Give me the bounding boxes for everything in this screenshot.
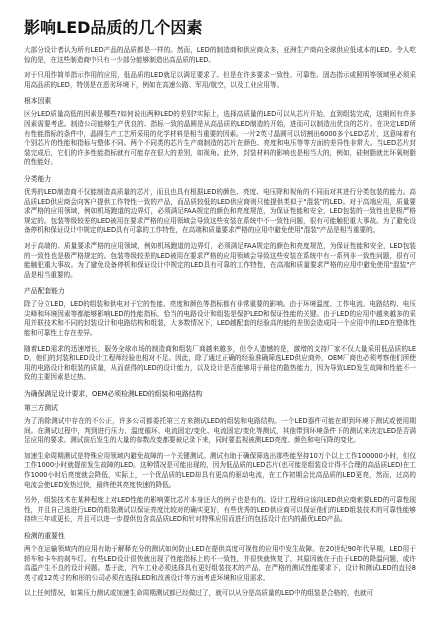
- section-heading-testing-importance: 检测的重要性: [24, 531, 65, 540]
- paragraph-2: 对于只用作简单指示作用的应用，低品质的LED就足以满足要求了。但是在许多要求一致性、可靠性、固态指示或照明等领域里必须采用高品质的LED，特别是在恶劣环境下，例如在高速公路、军用/航空，以及工业应用等。: [24, 71, 416, 89]
- document-title: 影响LED品质的几个因素: [24, 18, 203, 37]
- paragraph-sorting-1: 优秀的LED制造商不仅能制造高质量的芯片，而且也具有根据LED的颜色、亮度、电压降和视角的不同而对其进行分类包装的能力。高品质LED供应商会向客户提供工作特性一致的产品，而品质较低的LED供应商则只能提供类似于"混装"的LED。对于高端应用，质量要求严格的应用领域，例如机场跑道的边界灯，必须满足FAA规定的颜色和亮度规范，为保证性能和安全，LED包装的一致性也是极严格规定的。包装等级较差的LED被用在要求严格的应用领域会导致这些安装在系统中不一致性问题，很有可能触犯重大事故。为了避免设备停机和保证设计中规定的LED具有可靠的工作特性，在高端和质量要求严格的应用中避免使用"混装"产品是相当重要的。: [24, 187, 416, 235]
- paragraph-sorting-2: 对于高端的、质量要求严格的应用领域，例如机场跑道的边界灯，必须满足FAA规定的颜色和亮度规范，为保证性能和安全，LED包装的一致性也是极严格规定的。包装等级较差的LED被用在要求严格的应用领域会导致这些安装在系统中有一系列非一致性问题，很有可能触犯重大事故。为了避免设备停机和保证设计中规定的LED具有可靠的工作特性，在高端和质量要求严格的应用中避免使用"混装"产品是相当重要的。: [24, 241, 416, 279]
- paragraph-fundamentals: 区分LED质量高低的因素是哪些?如何说出两种LED的差别?实际上，选择高质量的LED可以从芯片开始，直到组装完成，这期间有许多因素需要考虑。制造公司能够生产优良的、指标一致的晶圆是从高品质的LED制造的开始，进而可以制造出优良的芯片。在决定LED所有性能指标的条件中，晶圆生产工艺所采用的化学材料是相当重要的因素。一片2英寸晶圆可以切割出6000多个LED芯片，这意味着有个别芯片的性能和指标与整体不同。两个不同类的芯片生产商制造的芯片在颜色、亮度和电压等等方面的差异性非常大。当LED芯片封装完成后，它们的许多性能指标就有可能存在很大的差别，如视角。此外，封装材料的影响也是相当大的，例如，硅树脂就比环氧树脂的性能好。: [24, 110, 416, 167]
- paragraph-assembly-2: 随着LED需求的迅速增长，服务全球市场的制造商和组装厂商越来越多，但令人遗憾的是，激增的支持厂家不仅大量采用低品质的LED，他们的封装和LED设计工程师经验也相对不足。因此，除了通过正确的经验准确筛选LED供应商外，OEM厂商也必须考察他们所使用的电路设计和组装的质量，从而获得的LED的设计能力，以及设计是否能够用于最佳的散热能力，因为导致LED发生故障和性能不一致的主要因素是过热。: [24, 344, 416, 382]
- paragraph-testing-2: 以上任何情况，如果压力测试或加速生命周期测试都已经做过了，就可以从分是高质量的LED中的组装是合格的，也就可: [24, 589, 374, 598]
- paragraph-third-party-2: 加速生命周期测试是特殊应用领域内避免故障的一个关键测试。测试有助于确保筛选出那些能坚持10万个以上工作100000小时，但仅工作1000小时就提前发生故障的LED。这种情况是可能出现的，因为低品质的LED芯片(也可能是组装设计得不合理的高品质LED)在工作1000小时后亮度就会降低，实际上，一个优品质的LED却具有更高的驱动电流，在工作初期会比高品质的LED更亮，然而，过高的电流会使LED发热过快，最终使其亮度快速的降低。: [24, 451, 416, 489]
- paragraph-assembly-1: 除了分立LED，LED的组装和供电对于它的性能、亮度和颜色等指标都有非常重要的影响。由于环境温度、工作电流、电路结构、电压尖峰和环境因素等都能够影响LED的性能指标，恰当的电路设计和组装是保护LED和保证性能的关键。由于LED的应用中越来越多的采用并联技术和不同的封装设计和电路结构和组装，大多数情况下，LED越配套的经验高的能的差别会造成同一个应用中的LED在整体性能和可靠性上存在差异。: [24, 300, 416, 338]
- section-heading-fundamentals: 根本因素: [24, 97, 52, 106]
- paragraph-testing-1: 两个在运输领域内的应用有助于解释充分的测试如何防止LED在提供高度可视性的应用中发生故障。在20世纪90年代早期，LED用于轿车和卡车的刹车灯。有些LED设计很快就出现了性能指标上的不一致性，并很快就恢复了，其原因就在于由于LED的降温问题，或许高温产生不良的设计问题。基于此，汽车工业必须选择具有更好组装技术的产品，在严格的测试性能要求下，设计和测试LED的直径8英寸或12英寸的和形的公司必须在选择LED和改善设计等方面考虑环境和应用需求。: [24, 544, 416, 582]
- section-heading-third-party: 第三方测试: [24, 404, 58, 413]
- paragraph-1: 大部分设计者认为所有LED产品的品质都是一样的。然而，LED的制造商和供应商众多，亚洲生产商向全球供应低成本的LED。令人吃惊的是，在这些制造商中只有一少部分能够制造出高品质的LED。: [24, 46, 416, 64]
- paragraph-third-party-1: 为了消除测试中存在的不公正，许多公司都委托第三方来测试LED的组装和电路结构。一个LED器件可能在即到环境下测试或使用期间。在测试过程中，判到进行压力、温度循环、电流固定/变化、电流固定/变化等测试，其他带到环境条件下的测试来决定LED是否满足应用的要求。测试前后发生的大量的参数改变都要被记录下来，同时要监视被测LED亮度、颜色和电压降的变化。: [24, 417, 416, 445]
- section-heading-assembly: 产品配套能力: [24, 287, 65, 296]
- paragraph-third-party-3: 另外，组装技术在某种程度上对LED性能的影响要比芯片本身还大的例子也是有的。设计工程师应该向LED供应商索要LED的可靠性现性，并且自己选进行LED的组装测试以保证亮度比较对的确实更好，有些优秀的LED供应商可以保证他们的LED组装技术的可靠性能够持续三年或更长，并且可以进一步提供包含高品质LED和针对特殊应用而进行的包括设计在内的最优LED产品。: [24, 496, 416, 524]
- section-heading-sorting: 分类能力: [24, 174, 52, 183]
- document-page: [24, 18, 416, 616]
- section-heading-oem-check: 为确保满足设计要求，OEM必须检测LED的组装和电路结构: [24, 390, 203, 399]
